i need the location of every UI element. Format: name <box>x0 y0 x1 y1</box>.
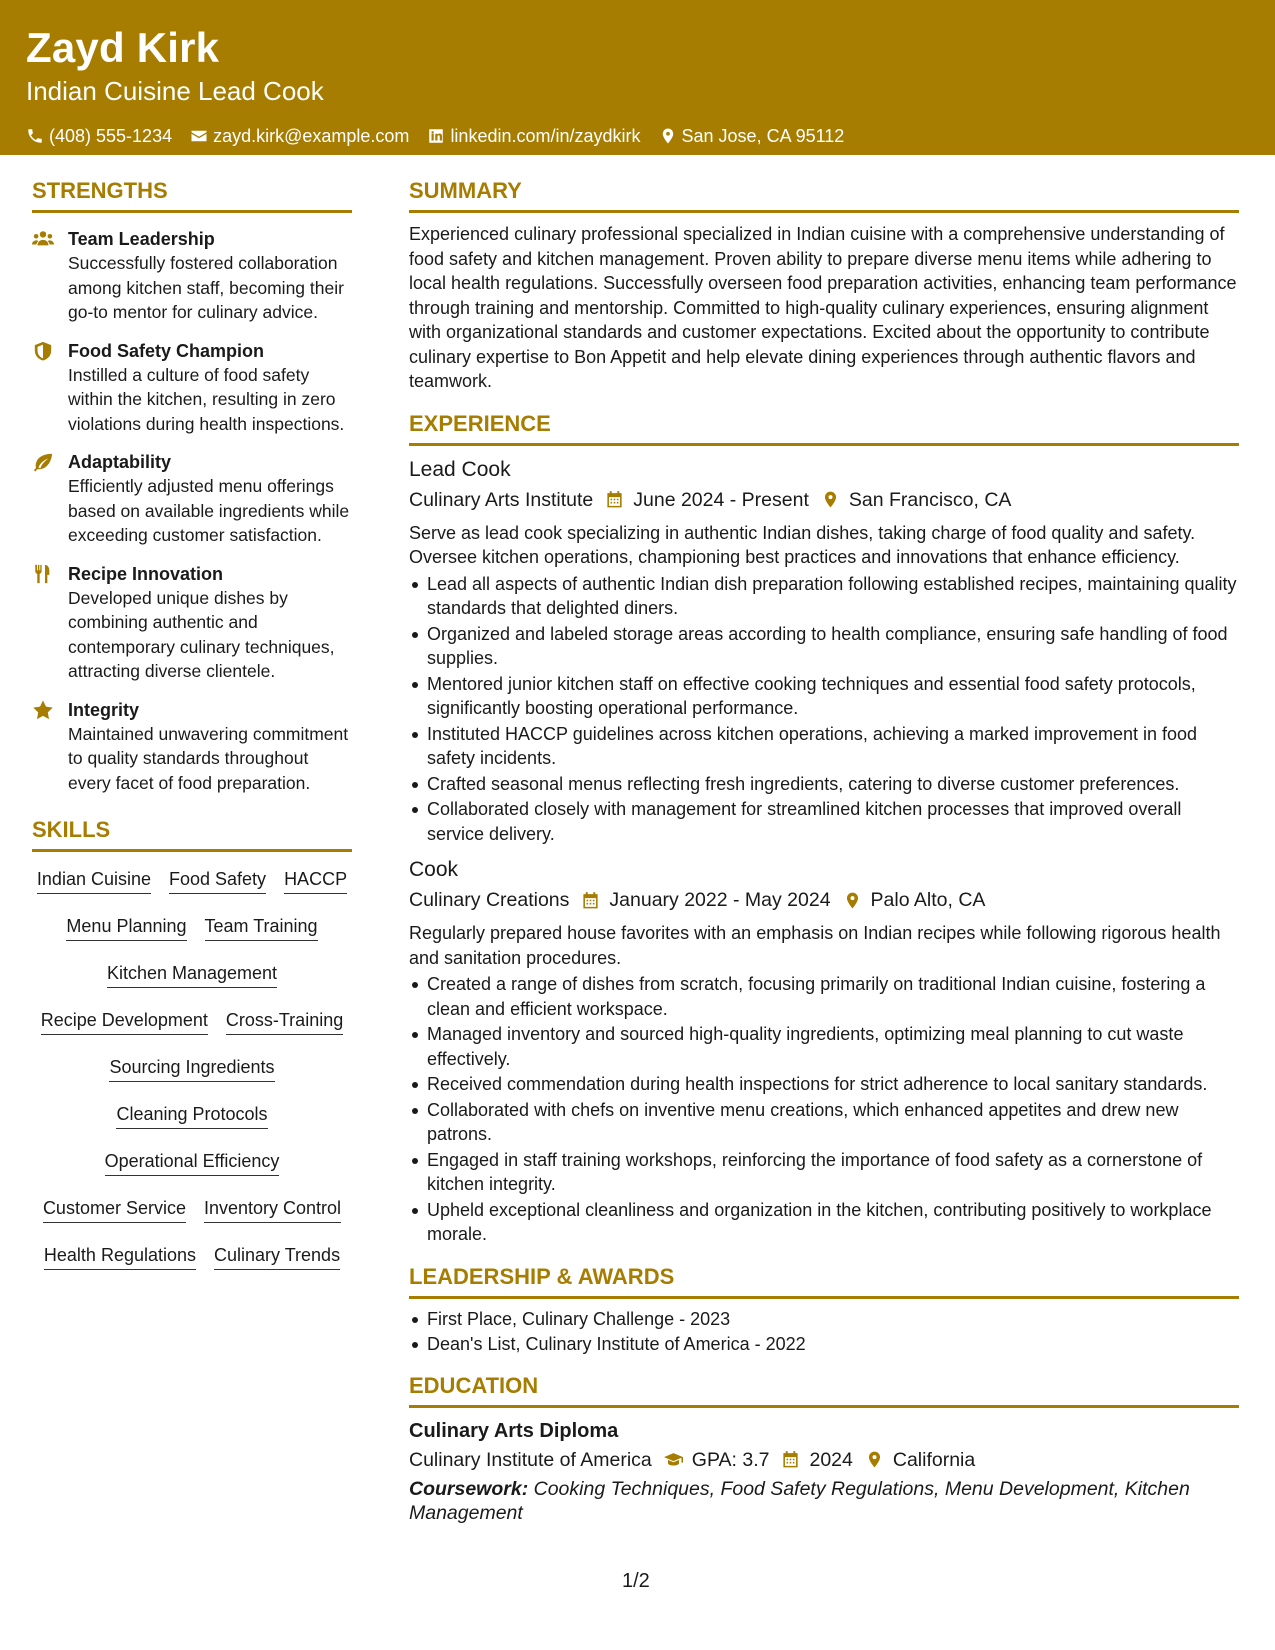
job-entry <box>409 856 1239 1247</box>
contact-location-text: San Jose, CA 95112 <box>681 126 845 146</box>
resume-header <box>0 0 1275 155</box>
job-title: Lead Cook <box>409 457 511 481</box>
candidate-title: Indian Cuisine Lead Cook <box>26 76 324 106</box>
strength-item <box>32 450 352 548</box>
contact-phone[interactable] <box>26 125 172 147</box>
skill-tag: Sourcing Ingredients <box>109 1056 274 1082</box>
skill-tag: Indian Cuisine <box>37 868 151 894</box>
job-location: Palo Alto, CA <box>870 889 986 911</box>
summary-text: Experienced culinary professional specialized in Indian cuisine with a comprehensive understanding of food safety and kitchen management. Proven ability to prepare diverse menu items while adhering to local health regulations. Successfully overseen food preparation activities, enhancing team performance through training and mentorship. Committed to high-quality culinary experiences, ensuring alignment with organizational standards and customer expectations. Excited about the opportunity to contribute culinary expertise to Bon Appetit and help elevate dining experiences through authentic flavors and teamwork. <box>409 224 1237 391</box>
job-dates: June 2024 - Present <box>633 488 809 511</box>
skills-heading: SKILLS <box>32 817 352 852</box>
strength-item <box>32 562 352 684</box>
strength-title: Adaptability <box>68 452 172 472</box>
education-school: Culinary Institute of America <box>409 1448 652 1471</box>
map-pin-icon <box>843 891 862 910</box>
education-meta <box>409 1447 1239 1473</box>
skill-tag: Recipe Development <box>41 1009 208 1035</box>
job-bullets <box>409 572 1239 847</box>
skill-tag: Menu Planning <box>66 915 186 941</box>
strengths-heading: STRENGTHS <box>32 178 352 213</box>
list-item: Collaborated with chefs on inventive menu creations, which enhanced appetites and drew new patrons. <box>409 1098 1239 1147</box>
list-item: Created a range of dishes from scratch, focusing primarily on traditional Indian cuisine, fostering a clean and efficient workspace. <box>409 972 1239 1021</box>
list-item: Mentored junior kitchen staff on effective cooking techniques and essential food safety protocols, significantly boosting operational performance. <box>409 672 1239 721</box>
job-location: San Francisco, CA <box>848 488 1012 511</box>
job-meta <box>409 887 1239 913</box>
strength-title: Recipe Innovation <box>68 563 224 584</box>
strength-item <box>32 227 352 325</box>
skill-tag: Cleaning Protocols <box>116 1103 267 1129</box>
contact-bar <box>26 125 1249 147</box>
envelope-icon <box>190 127 208 145</box>
education-coursework <box>409 1477 1239 1526</box>
list-item: Lead all aspects of authentic Indian dish preparation following established recipes, maintaining quality standards that delighted diners. <box>409 572 1239 621</box>
contact-location <box>659 125 845 147</box>
skill-tag: Customer Service <box>43 1197 186 1223</box>
job-dates: January 2022 - May 2024 <box>609 889 831 911</box>
contact-email[interactable] <box>190 125 409 147</box>
list-item: Crafted seasonal menus reflecting fresh ingredients, catering to diverse customer preferences. <box>409 772 1239 797</box>
strength-desc: Maintained unwavering commitment to quality standards throughout every facet of food preparation. <box>68 723 349 793</box>
list-item: First Place, Culinary Challenge - 2023 <box>409 1307 1239 1332</box>
skill-tag: Health Regulations <box>44 1244 196 1270</box>
awards-list <box>409 1307 1239 1357</box>
list-item: Engaged in staff training workshops, reinforcing the importance of food safety as a cornerstone of kitchen integrity. <box>409 1148 1239 1197</box>
job-company: Culinary Arts Institute <box>409 488 594 511</box>
list-item: Collaborated closely with management for streamlined kitchen processes that improved overall service delivery. <box>409 797 1239 846</box>
job-meta <box>409 487 1239 513</box>
awards-heading: LEADERSHIP & AWARDS <box>409 1264 1239 1299</box>
strength-desc: Successfully fostered collaboration among kitchen staff, becoming their go-to mentor for culinary advice. <box>68 253 344 322</box>
list-item: Organized and labeled storage areas according to health compliance, ensuring safe handling of food supplies. <box>409 622 1239 671</box>
map-pin-icon <box>821 490 840 509</box>
education-degree: Culinary Arts Diploma <box>409 1419 619 1442</box>
calendar-icon <box>781 1450 800 1469</box>
job-entry <box>409 456 1239 847</box>
linkedin-icon <box>427 127 445 145</box>
contact-email-text: zayd.kirk@example.com <box>213 126 410 146</box>
graduation-cap-icon <box>664 1450 683 1469</box>
skill-tag: Culinary Trends <box>214 1244 340 1270</box>
contact-linkedin-text: linkedin.com/in/zaydkirk <box>450 126 641 146</box>
users-icon <box>32 229 54 249</box>
strength-desc: Instilled a culture of food safety within the kitchen, resulting in zero violations during health inspections. <box>68 364 345 434</box>
skills-list <box>32 852 352 1270</box>
candidate-name: Zayd Kirk <box>26 24 220 71</box>
job-description: Serve as lead cook specializing in authentic Indian dishes, taking charge of food quality and safety. Oversee kitchen operations, championing best practices and innovations that enhance efficiency. <box>409 522 1196 567</box>
star-icon <box>32 700 54 720</box>
page-number: 1/2 <box>622 1570 650 1592</box>
strength-title: Team Leadership <box>68 229 215 249</box>
map-pin-icon <box>659 127 677 145</box>
phone-icon <box>26 127 44 145</box>
shield-icon <box>32 341 54 361</box>
map-pin-icon <box>865 1450 884 1469</box>
education-heading: EDUCATION <box>409 1373 1239 1408</box>
job-description: Regularly prepared house favorites with an emphasis on Indian recipes while following rigorous health and sanitation procedures. <box>409 923 1221 968</box>
utensils-icon <box>32 564 54 584</box>
strength-desc: Developed unique dishes by combining authentic and contemporary culinary techniques, attracting diverse clientele. <box>68 587 335 681</box>
calendar-icon <box>605 490 624 509</box>
skill-tag: Team Training <box>205 915 318 941</box>
strength-title: Food Safety Champion <box>68 340 265 361</box>
list-item: Upheld exceptional cleanliness and organization in the kitchen, contributing positively to workplace morale. <box>409 1198 1239 1247</box>
list-item: Managed inventory and sourced high-quality ingredients, optimizing meal planning to cut waste effectively. <box>409 1022 1239 1071</box>
strength-title: Integrity <box>68 699 140 720</box>
job-company: Culinary Creations <box>409 889 570 911</box>
strength-item <box>32 698 352 796</box>
strength-item <box>32 339 352 437</box>
coursework-label: Coursework: <box>409 1477 529 1500</box>
education-year: 2024 <box>809 1448 853 1471</box>
list-item: Dean's List, Culinary Institute of America - 2022 <box>409 1332 1239 1357</box>
contact-linkedin[interactable] <box>427 125 640 147</box>
experience-heading: EXPERIENCE <box>409 411 1239 446</box>
skill-tag: Kitchen Management <box>107 962 277 988</box>
leaf-icon <box>32 452 54 472</box>
summary-heading: SUMMARY <box>409 178 1239 213</box>
skill-tag: HACCP <box>284 868 347 894</box>
coursework-text: Cooking Techniques, Food Safety Regulations, Menu Development, Kitchen Management <box>409 1477 1190 1524</box>
skill-tag: Inventory Control <box>204 1197 341 1223</box>
right-column <box>409 178 1239 1526</box>
list-item: Instituted HACCP guidelines across kitchen operations, achieving a marked improvement in food safety incidents. <box>409 722 1239 771</box>
list-item: Received commendation during health inspections for strict adherence to local sanitary standards. <box>409 1072 1239 1097</box>
education-location: California <box>892 1448 976 1471</box>
job-bullets <box>409 972 1239 1247</box>
skill-tag: Operational Efficiency <box>105 1150 280 1176</box>
calendar-icon <box>581 891 600 910</box>
skill-tag: Food Safety <box>169 868 266 894</box>
skill-tag: Cross-Training <box>226 1009 343 1035</box>
contact-phone-text: (408) 555-1234 <box>49 126 173 146</box>
job-title: Cook <box>409 858 459 881</box>
left-column <box>32 178 352 1270</box>
strength-desc: Efficiently adjusted menu offerings based on available ingredients while exceeding customer satisfaction. <box>68 476 350 545</box>
education-gpa: GPA: 3.7 <box>691 1448 770 1471</box>
